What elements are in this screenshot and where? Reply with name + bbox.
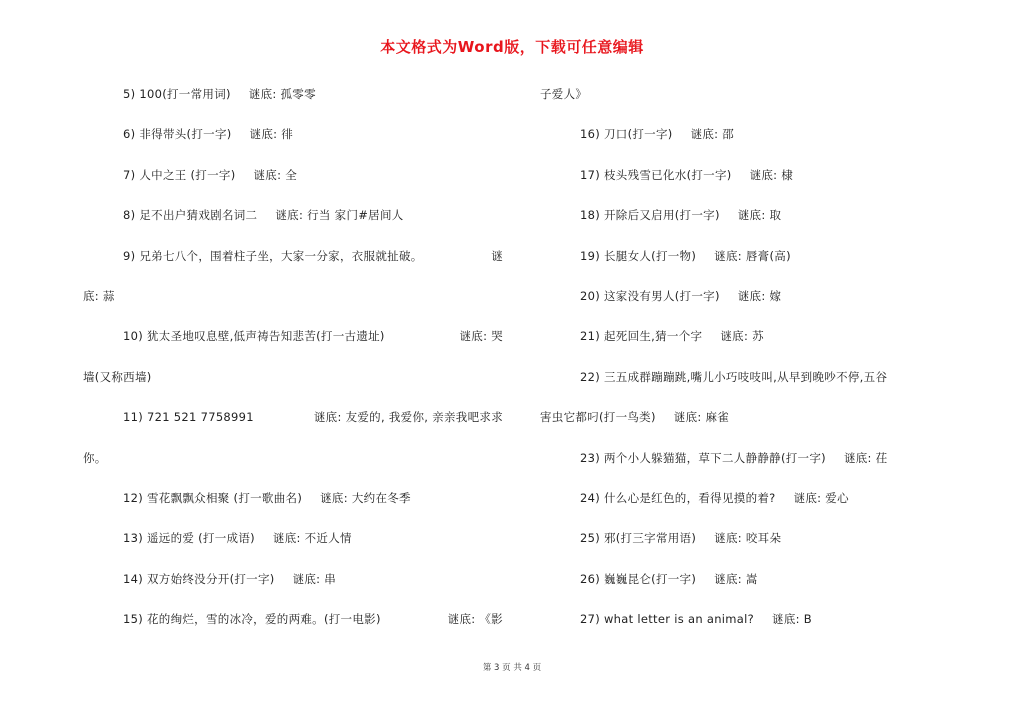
riddle-line: [83, 84, 503, 124]
riddle-answer: 谜底: 茌: [843, 450, 888, 465]
riddle-question: 害虫它都叼(打一鸟类): [540, 410, 656, 425]
riddle-question: 10) 犹太圣地叹息壁,低声祷告知悲苦(打一古遗址): [123, 329, 385, 344]
riddle-question: 14) 双方始终没分开(打一字): [123, 571, 275, 586]
riddle-line: [540, 124, 950, 164]
riddle-answer: 谜底: B: [772, 612, 812, 627]
riddle-question: 11) 721 521 7758991: [123, 410, 254, 425]
riddle-question: 15) 花的绚烂，雪的冰冷，爱的两难。(打一电影): [123, 612, 381, 627]
riddle-answer: 谜底: 友爱的, 我爱你, 亲亲我吧求求: [313, 410, 503, 425]
riddle-question: 24) 什么心是红色的，看得见摸的着?: [580, 490, 776, 505]
riddle-question: 21) 起死回生,猜一个字: [580, 329, 703, 344]
riddle-line: [83, 528, 503, 568]
riddle-line: [83, 326, 503, 366]
riddle-question: 7) 人中之王 (打一字): [123, 167, 236, 182]
riddle-answer: 谜底: 孤零零: [248, 87, 316, 101]
riddle-answer: 谜底: 行当 家门#居间人: [275, 208, 404, 223]
riddle-answer: 谜底: 《影: [447, 612, 503, 627]
riddle-line: [83, 407, 503, 447]
riddle-answer: 谜底: 邵: [690, 127, 735, 142]
riddle-answer: 谜底: 串: [292, 571, 337, 586]
riddle-answer: 谜底: 徘: [249, 127, 294, 142]
riddle-continuation: 底: 蒜: [83, 288, 115, 303]
page-banner: 本文格式为Word版，下载可任意编辑: [380, 38, 644, 56]
riddle-line: [540, 448, 950, 488]
riddle-line: [540, 205, 950, 245]
riddle-question: 17) 枝头残雪已化水(打一字): [580, 167, 732, 182]
riddle-question: 8) 足不出户猜戏剧名词二: [123, 208, 258, 223]
riddle-continuation: 你。: [83, 450, 107, 465]
riddle-answer: 谜底: 爱心: [793, 490, 849, 505]
riddle-answer: 谜: [491, 248, 503, 263]
riddle-continuation: 子爱人》: [540, 87, 588, 101]
riddle-line: [83, 205, 503, 245]
riddle-question: 22) 三五成群蹦蹦跳,嘴儿小巧吱吱叫,从早到晚吵不停,五谷: [580, 369, 888, 384]
riddle-question: 16) 刀口(打一字): [580, 127, 673, 142]
riddle-question: 12) 雪花飘飘众相聚 (打一歌曲名): [123, 490, 303, 505]
riddle-answer: 谜底: 嵩: [714, 571, 758, 586]
page-footer: 第 3 页 共 4 页: [482, 663, 542, 673]
riddle-question: 20) 这家没有男人(打一字): [580, 288, 720, 303]
riddle-line: [83, 246, 503, 286]
riddle-line: [540, 488, 950, 528]
riddle-line: [540, 326, 950, 366]
riddle-line: [83, 165, 503, 205]
riddle-line: [540, 286, 950, 326]
riddle-question: 6) 非得带头(打一字): [123, 127, 232, 142]
riddle-answer: 谜底: 大约在冬季: [320, 490, 411, 505]
riddle-answer: 谜底: 全: [253, 167, 298, 182]
riddle-line: [540, 165, 950, 205]
riddle-line: [83, 124, 503, 164]
riddle-line: [540, 528, 950, 568]
riddle-continuation: 墙(又称西墙): [83, 369, 152, 384]
riddle-answer: 谜底: 麻雀: [673, 410, 730, 425]
right-column: [540, 84, 950, 649]
riddle-line: [540, 569, 950, 609]
riddle-line: [540, 246, 950, 286]
riddle-line: [540, 367, 950, 407]
riddle-question: 27) what letter is an animal?: [580, 612, 755, 627]
riddle-line: [540, 609, 950, 649]
riddle-question: 23) 两个小人躲猫猫，草下二人静静静(打一字): [580, 450, 826, 465]
riddle-answer: 谜底: 不近人情: [272, 531, 352, 546]
riddle-question: 19) 长腿女人(打一物): [580, 248, 697, 263]
riddle-answer: 谜底: 哭: [459, 329, 503, 344]
riddle-question: 9) 兄弟七八个，围着柱子坐，大家一分家，衣服就扯破。: [123, 248, 423, 263]
riddle-line: [83, 488, 503, 528]
left-column: [83, 84, 503, 649]
riddle-answer: 谜底: 咬耳朵: [714, 531, 782, 546]
riddle-line: [83, 609, 503, 649]
riddle-question: 25) 邪(打三字常用语): [580, 531, 697, 546]
riddle-question: 13) 遥远的爱 (打一成语): [123, 531, 255, 546]
riddle-answer: 谜底: 棣: [749, 167, 794, 182]
riddle-line: [83, 569, 503, 609]
riddle-answer: 谜底: 嫁: [737, 288, 782, 303]
riddle-question: 18) 开除后又启用(打一字): [580, 208, 720, 223]
riddle-question: 26) 巍巍昆仑(打一字): [580, 571, 697, 586]
riddle-answer: 谜底: 苏: [720, 329, 764, 344]
riddle-continuation: [540, 407, 950, 447]
riddle-answer: 谜底: 取: [737, 208, 782, 223]
riddle-answer: 谜底: 唇膏(高): [714, 248, 791, 263]
riddle-question: 5) 100(打一常用词): [123, 87, 231, 101]
